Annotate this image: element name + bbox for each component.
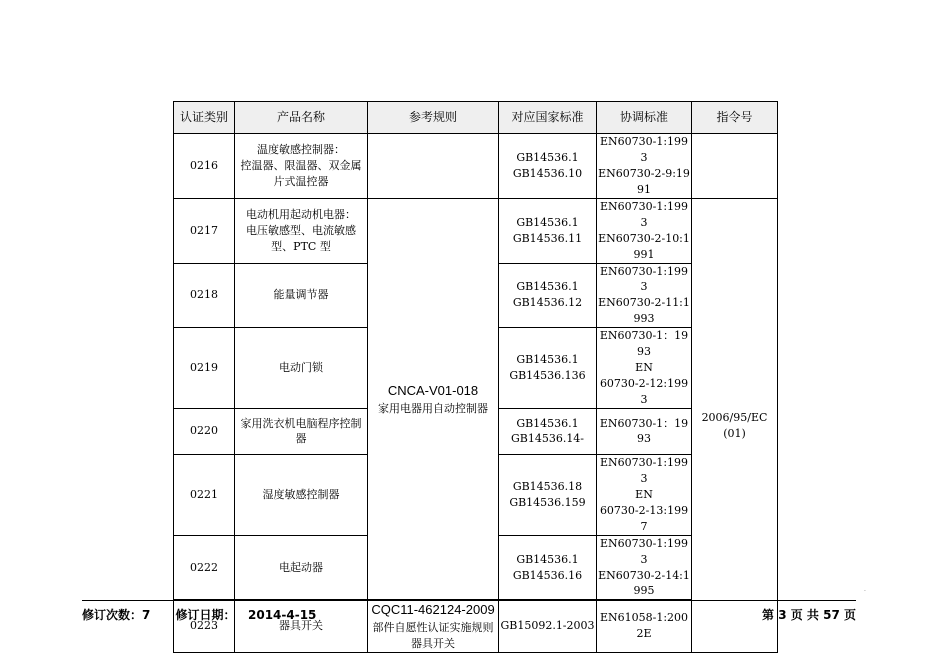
cell-product-name: 温度敏感控制器： 控温器、限温器、双金属片式温控器 [235, 134, 368, 199]
table-row [174, 134, 778, 199]
cell-product-name: 电起动器 [235, 535, 368, 600]
page-number: 第 3 页 共 57 页 [762, 608, 856, 622]
footer-revision-info [82, 606, 316, 623]
cell-rule-empty [368, 134, 499, 199]
cell-rule-last [368, 600, 499, 653]
cell-code: 0221 [174, 454, 235, 535]
header-directive: 指令号 [692, 102, 778, 134]
stray-mark: . [864, 586, 866, 593]
cell-national-standard: GB14536.18 GB14536.159 [499, 454, 597, 535]
cell-national-standard: GB14536.1 GB14536.16 [499, 535, 597, 600]
cell-product-name: 电动机用起动机电器： 电压敏感型、电流敏感型、PTC 型 [235, 198, 368, 263]
header-reference-rule: 参考规则 [368, 102, 499, 134]
table-header-row [174, 102, 778, 134]
cell-harmonized-standard: EN60730-1:1993 EN60730-2-9:1991 [597, 134, 692, 199]
cell-national-standard: GB15092.1-2003 [499, 600, 597, 653]
table-row [174, 198, 778, 263]
cell-product-name: 家用洗衣机电脑程序控制器 [235, 408, 368, 454]
revision-date-label: 修订日期： [175, 608, 236, 622]
cell-harmonized-standard: EN60730-1：1993 [597, 408, 692, 454]
cell-harmonized-standard: EN60730-1:1993 EN60730-2-11:1993 [597, 263, 692, 328]
cell-harmonized-standard: EN60730-1:1993 EN60730-2-10:1991 [597, 198, 692, 263]
cell-code: 0218 [174, 263, 235, 328]
cell-harmonized-standard: EN61058-1:2002E [597, 600, 692, 653]
cell-national-standard: GB14536.1 GB14536.12 [499, 263, 597, 328]
rule-title: 部件自愿性认证实施规则器具开关 [372, 620, 494, 650]
certification-table [173, 101, 778, 653]
rule-code: CQC11-462124-2009 [371, 602, 495, 618]
cell-national-standard: GB14536.1 GB14536.10 [499, 134, 597, 199]
cell-national-standard: GB14536.1 GB14536.14- [499, 408, 597, 454]
cell-harmonized-standard: EN60730-1:1993 EN60730-2-14:1995 [597, 535, 692, 600]
revision-date: 2014-4-15 [248, 608, 317, 622]
rule-code: CNCA-V01-018 [387, 382, 479, 398]
cell-directive-empty [692, 134, 778, 199]
cell-directive: 2006/95/EC (01) [692, 198, 778, 653]
cell-national-standard: GB14536.1 GB14536.11 [499, 198, 597, 263]
cell-harmonized-standard: EN60730-1：1993 EN 60730-2-12:1993 [597, 328, 692, 409]
header-product-name: 产品名称 [235, 102, 368, 134]
header-category: 认证类别 [174, 102, 235, 134]
header-national-standard: 对应国家标准 [499, 102, 597, 134]
cell-code: 0220 [174, 408, 235, 454]
cell-product-name: 能量调节器 [235, 263, 368, 328]
footer-divider [82, 600, 856, 601]
cell-code: 0216 [174, 134, 235, 199]
cell-product-name: 电动门锁 [235, 328, 368, 409]
cell-code: 0219 [174, 328, 235, 409]
cell-rule-merged [368, 198, 499, 600]
cell-product-name: 器具开关 [235, 600, 368, 653]
cell-code: 0217 [174, 198, 235, 263]
header-harmonized-standard: 协调标准 [597, 102, 692, 134]
cell-product-name: 湿度敏感控制器 [235, 454, 368, 535]
cell-code: 0222 [174, 535, 235, 600]
cell-code: 0223 [174, 600, 235, 653]
cell-national-standard: GB14536.1 GB14536.136 [499, 328, 597, 409]
cell-harmonized-standard: EN60730-1:1993 EN 60730-2-13:1997 [597, 454, 692, 535]
rule-title: 家用电器用自动控制器 [378, 401, 488, 415]
revision-count: 修订次数：7 [82, 608, 151, 622]
